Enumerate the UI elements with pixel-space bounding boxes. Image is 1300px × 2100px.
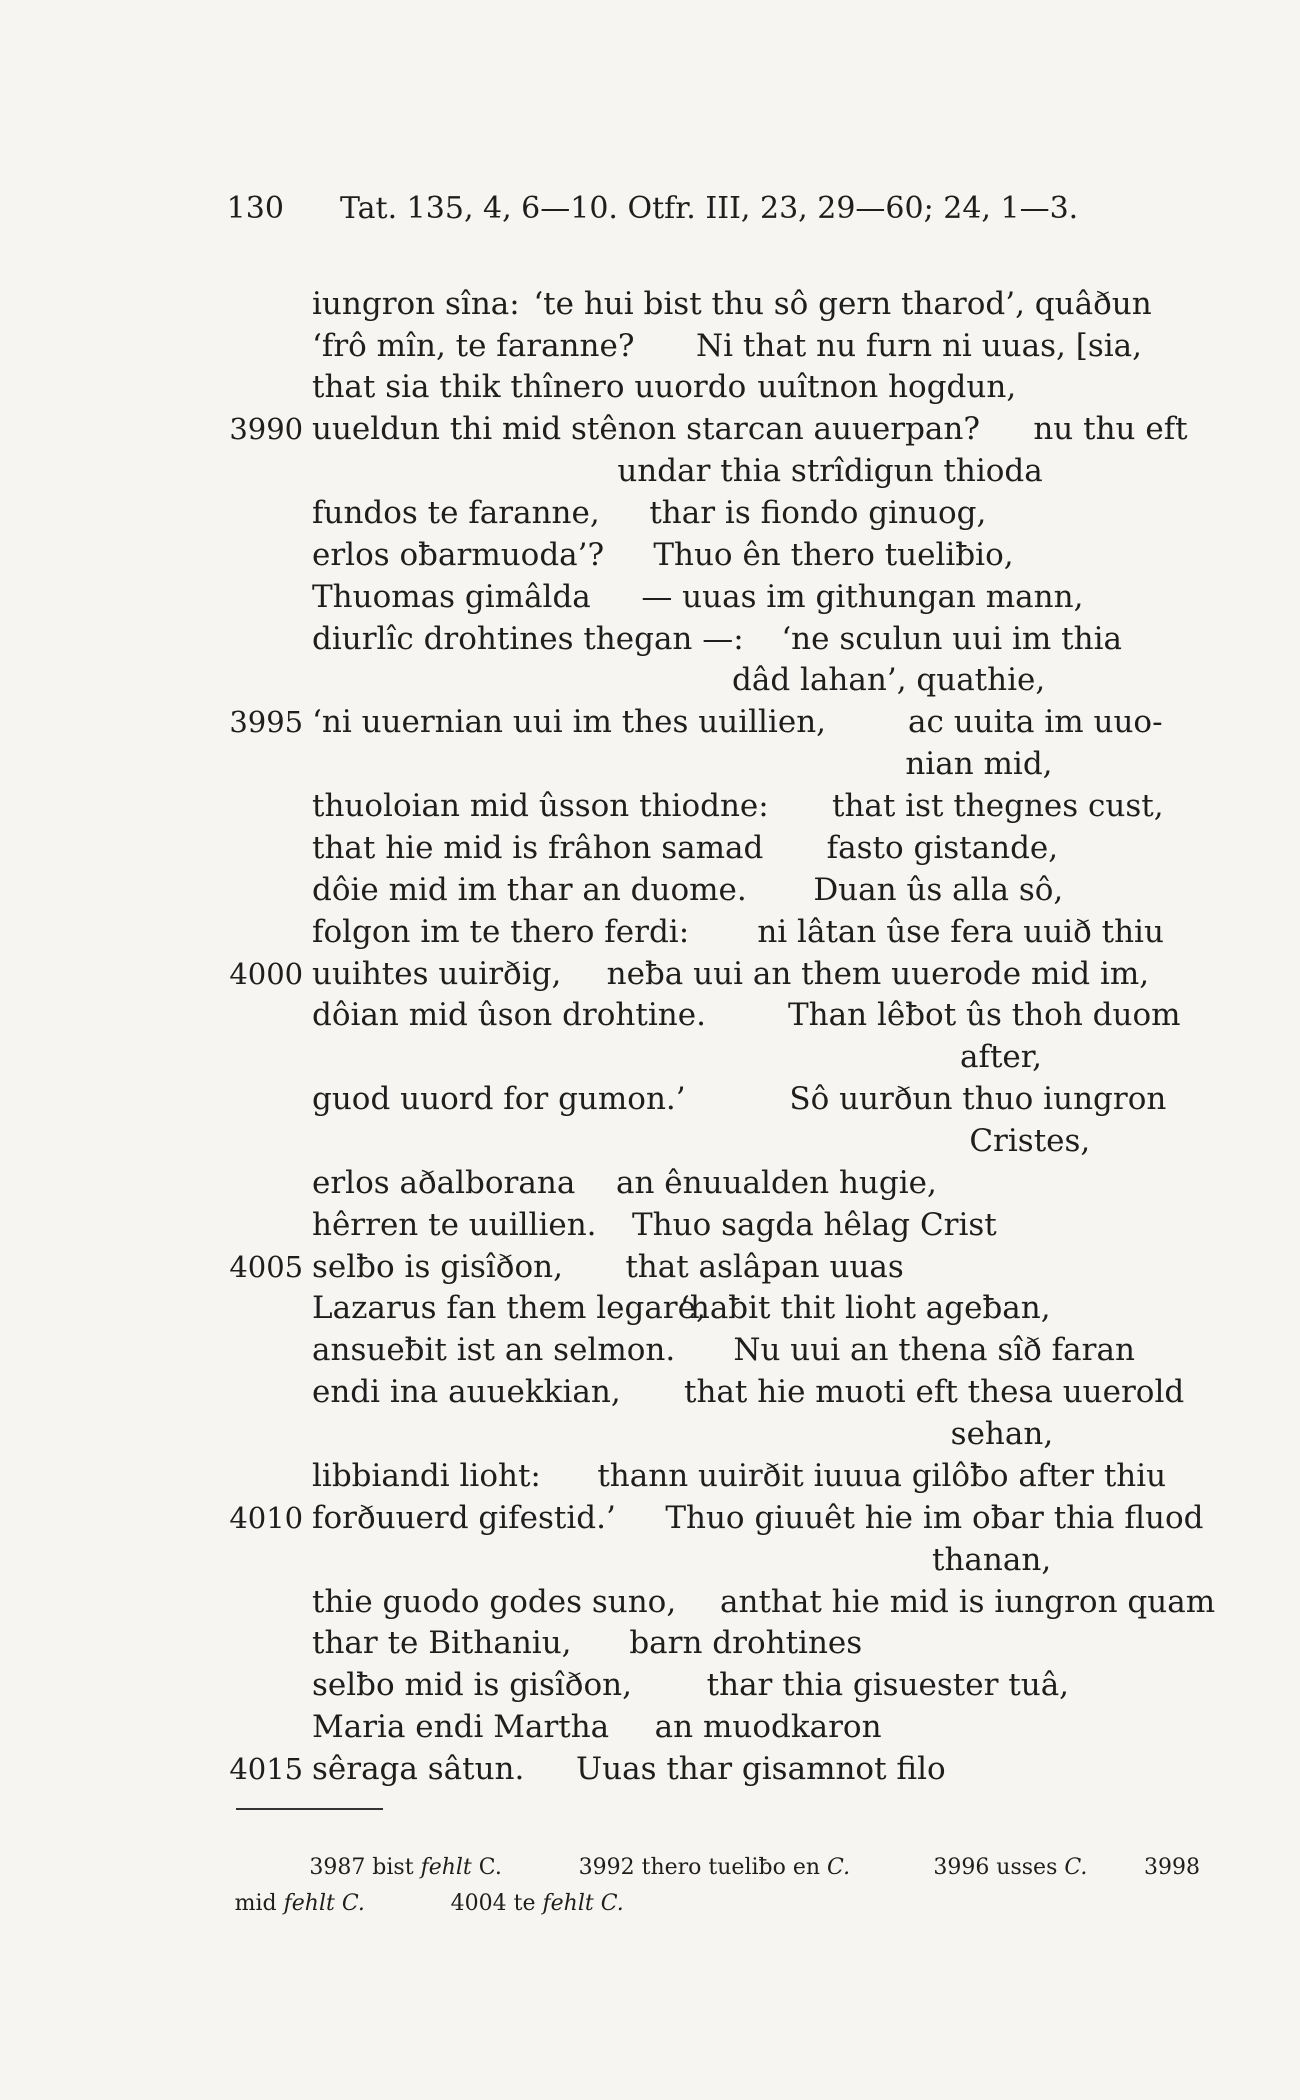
verse-second-half: sehan, [950,1416,1054,1453]
verse-line [0,450,1300,492]
verse-second-half: ‘te hui bist thu sô gern tharod’, quâðun [533,285,1152,322]
verse-line [0,827,1300,869]
verse-second-half: that hie muoti eft thesa uuerold [684,1374,1185,1411]
verse-line [0,659,1300,701]
verse-line [0,743,1300,785]
line-number: 4015 [229,1752,304,1786]
line-number: 4000 [229,956,304,991]
footnote-3998-text: 3998 [1144,1855,1200,1881]
verse-first-half: ‘ni uuernian uui im thes uuillien, [312,704,827,741]
footnote-3996-siglum: C. [1064,1855,1088,1881]
line-number: 3990 [229,412,304,447]
verse-first-half: Lazarus fan them legare, [312,1290,706,1327]
verse-line [0,1455,1300,1497]
verse-first-half: uueldun thi mid stênon starcan auuerpan? [312,411,980,448]
verse-line [0,911,1300,953]
footnote-3992 [579,1853,850,1883]
verse-second-half: — uuas im githungan mann, [641,578,1084,615]
verse-line [0,618,1300,660]
verse-first-half: ansueƀit ist an selmon. [312,1332,676,1369]
footnote-4004-siglum: C. [600,1891,624,1917]
footnote-line-1 [309,1853,502,1883]
verse-second-half: neƀa uui an them uuerode mid im, [606,955,1150,992]
verse-line [0,994,1300,1036]
verse-second-half: thann uuirðit iuuua gilôƀo after thiu [597,1457,1167,1494]
verse-line [0,1120,1300,1162]
verse-line [0,1246,1300,1288]
verse-first-half: libbiandi lioht: [312,1457,541,1494]
verse-second-half: that ist thegnes cust, [832,788,1164,825]
verse-second-half: nu thu eft [1033,411,1188,448]
verse-second-half: anthat hie mid is iungron quam [720,1583,1216,1620]
verse-second-half: dâd lahan’, quathie, [732,662,1046,699]
verse-second-half: Thuo giuuêt hie im oƀar thia fluod [665,1499,1204,1536]
verse-second-half: thar thia gisuester tuâ, [706,1667,1070,1704]
verse-line [0,1664,1300,1706]
footnote-3998-fehlt: fehlt [283,1891,335,1917]
verse-line [0,1329,1300,1371]
verse-first-half: endi ina auuekkian, [312,1374,621,1411]
verse-first-half: thie guodo godes suno, [312,1583,677,1620]
verse-line [0,283,1300,325]
verse-line [0,1036,1300,1078]
footnote-3987-fehlt: fehlt [420,1855,472,1881]
verse-second-half: that aslâpan uuas [625,1248,904,1285]
line-number: 4005 [229,1249,304,1284]
verse-second-half: thanan, [932,1541,1052,1578]
verse-second-half: ‘haƀit thit lioht ageƀan, [680,1290,1051,1327]
verse-first-half: uuihtes uuirðig, [312,955,562,992]
verse-second-half: Cristes, [969,1123,1091,1159]
verse-first-half: guod uuord for gumon.’ [312,1081,686,1118]
verse-first-half: dôian mid ûson drohtine. [312,997,706,1034]
footnote-3996 [933,1853,1087,1883]
verse-second-half: an ênuualden hugie, [616,1164,937,1201]
verse-second-half: ac uuita im uuo- [908,704,1163,741]
verse-line [0,1581,1300,1623]
verse-first-half: erlos aðalborana [312,1164,576,1201]
verse-line [0,366,1300,408]
verse-first-half: erlos oƀarmuoda’? [312,536,605,573]
verse-second-half: Sô uurðun thuo iungron [789,1081,1167,1118]
verse-second-half: nian mid, [905,746,1053,783]
footnote-3987-siglum: C. [478,1855,502,1881]
verse-second-half: Than lêƀot ûs thoh duom [788,997,1181,1034]
verse-line [0,1413,1300,1455]
source-reference: Tat. 135, 4, 6—10. Otfr. III, 23, 29—60; 24, 1—3. [339,190,1079,226]
verse-line [0,1622,1300,1664]
verse-line [0,701,1300,743]
verse-first-half: fundos te faranne, [312,495,600,531]
verse-line [0,492,1300,534]
verse-second-half: undar thia strîdigun thioda [617,453,1043,490]
verse-first-half: Maria endi Martha [312,1709,610,1746]
verse-line [0,1078,1300,1120]
footnote-3996-text: 3996 usses [933,1855,1058,1881]
line-number: 3995 [229,705,304,740]
footnote-3992-text: 3992 thero tueliƀo en [578,1855,821,1881]
footnote-4004-text: 4004 te [450,1891,536,1917]
verse-line [0,576,1300,618]
verse-second-half: Ni that nu furn ni uuas, [sia, [696,327,1142,364]
verse-first-half: thuoloian mid ûsson thiodne: [312,788,769,825]
verse-second-half: Thuo sagda hêlag Crist [632,1206,997,1243]
footnote-3992-siglum: C. [827,1855,851,1881]
verse-line [0,1706,1300,1748]
verse-line [0,408,1300,450]
verse-first-half: ‘frô mîn, te faranne? [312,327,635,364]
verse-line [0,953,1300,995]
verse-second-half: barn drohtines [629,1625,863,1662]
verse-first-half: thar te Bithaniu, [312,1625,572,1662]
verse-second-half: Uuas thar gisamnot filo [576,1751,946,1787]
verse-second-half: ‘ne sculun uui im thia [781,620,1122,657]
verse-first-half: forðuuerd gifestid.’ [312,1499,616,1536]
footnote-4004-fehlt: fehlt [542,1891,594,1917]
verse-line [0,325,1300,367]
verse-first-half: selƀo mid is gisîðon, [312,1667,632,1704]
footnote-rule [236,1808,383,1810]
verse-second-half: Thuo ên thero tueliƀio, [653,536,1014,573]
verse-first-half: sêraga sâtun. [312,1751,525,1787]
verse-line [0,869,1300,911]
footnote-3998-siglum: C. [341,1891,365,1917]
verse-first-half: that hie mid is frâhon samad [312,829,764,866]
verse-second-half: Nu uui an thena sîð faran [733,1332,1135,1369]
verse-line [0,1748,1300,1790]
verse-second-half: uuîtnon hogdun, [757,369,1017,406]
footnote-3998-cont: mid [234,1891,277,1917]
verse-first-half: folgon im te thero ferdi: [312,913,690,950]
verse-line [0,1204,1300,1246]
footnote-line-2 [235,1889,365,1919]
verse-first-half: hêrren te uuillien. [312,1206,597,1243]
verse-first-half: selƀo is gisîðon, [312,1248,563,1285]
verse-line [0,1539,1300,1581]
verse-line [0,1371,1300,1413]
verse-first-half: that sia thik thînero uuordo [312,369,747,406]
page-header [227,191,1127,235]
verse-first-half: diurlîc drohtines thegan —: [312,620,744,657]
line-number: 4010 [229,1500,304,1535]
page-number: 130 [226,190,284,226]
verse-line [0,785,1300,827]
footnote-4004 [451,1889,624,1919]
verse-first-half: dôie mid im thar an duome. [312,871,747,908]
verse-first-half: Thuomas gimâlda [312,578,591,615]
verse-first-half: iungron sîna: [312,285,520,322]
verse-second-half: after, [960,1039,1043,1076]
footnote-3987: 3987 bist [309,1855,414,1881]
verse-second-half: fasto gistande, [826,829,1059,866]
verse-line [0,534,1300,576]
verse-line [0,1497,1300,1539]
footnote-3998-num [1144,1853,1200,1883]
verse-line [0,1287,1300,1329]
verse-second-half: Duan ûs alla sô, [813,871,1064,908]
verse-second-half: thar is fiondo ginuog, [649,495,987,531]
verse-second-half: ni lâtan ûse fera uuið thiu [757,913,1164,950]
verse-second-half: an muodkaron [654,1709,882,1746]
verse-line [0,1162,1300,1204]
